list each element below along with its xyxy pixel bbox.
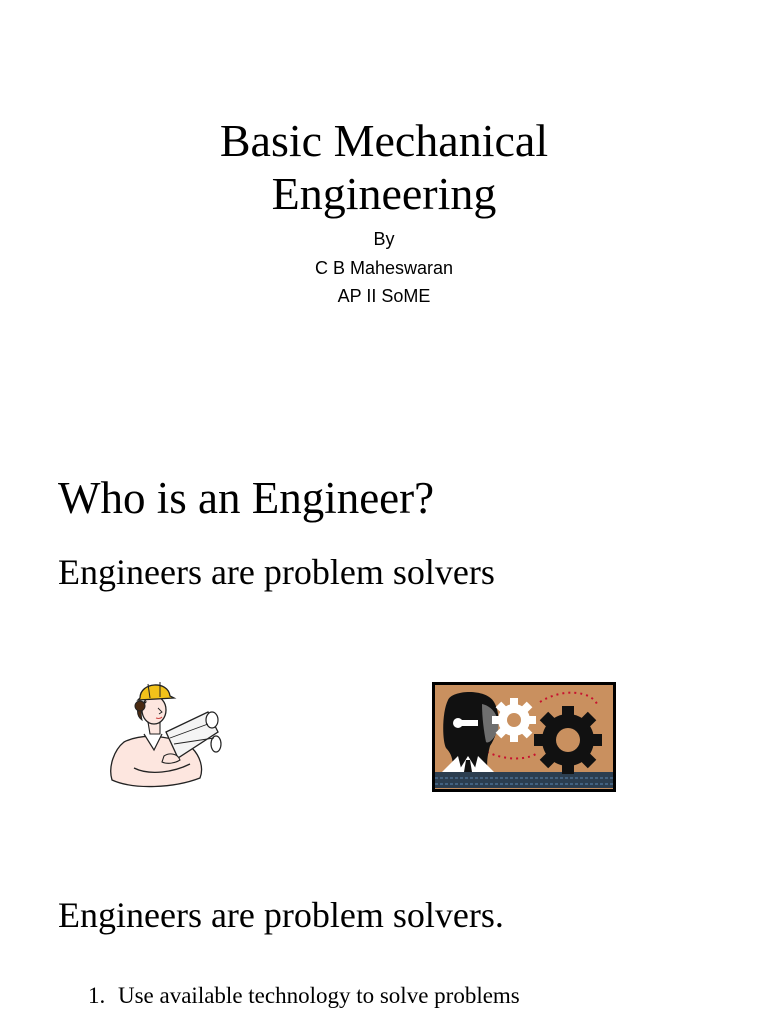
slide-subheading: Engineers are problem solvers [58,552,495,592]
title-line-1: Basic Mechanical [219,115,549,166]
list-item-text: Use available technology to solve problems [118,983,520,1008]
byline-affiliation: AP II SoME [337,286,431,306]
head-with-gears-icon [432,682,616,792]
engineer-with-blueprints-icon [104,672,224,790]
slide-heading-problem-solvers: Engineers are problem solvers. [58,895,504,935]
slide-heading: Who is an Engineer? [58,473,435,523]
list-item-number: 1. [88,983,106,1008]
title-line-2: Engineering [271,168,497,219]
byline-by: By [373,229,395,249]
presentation-title [0,114,768,220]
byline-author: C B Maheswaran [314,258,454,278]
list-item [88,982,520,1010]
